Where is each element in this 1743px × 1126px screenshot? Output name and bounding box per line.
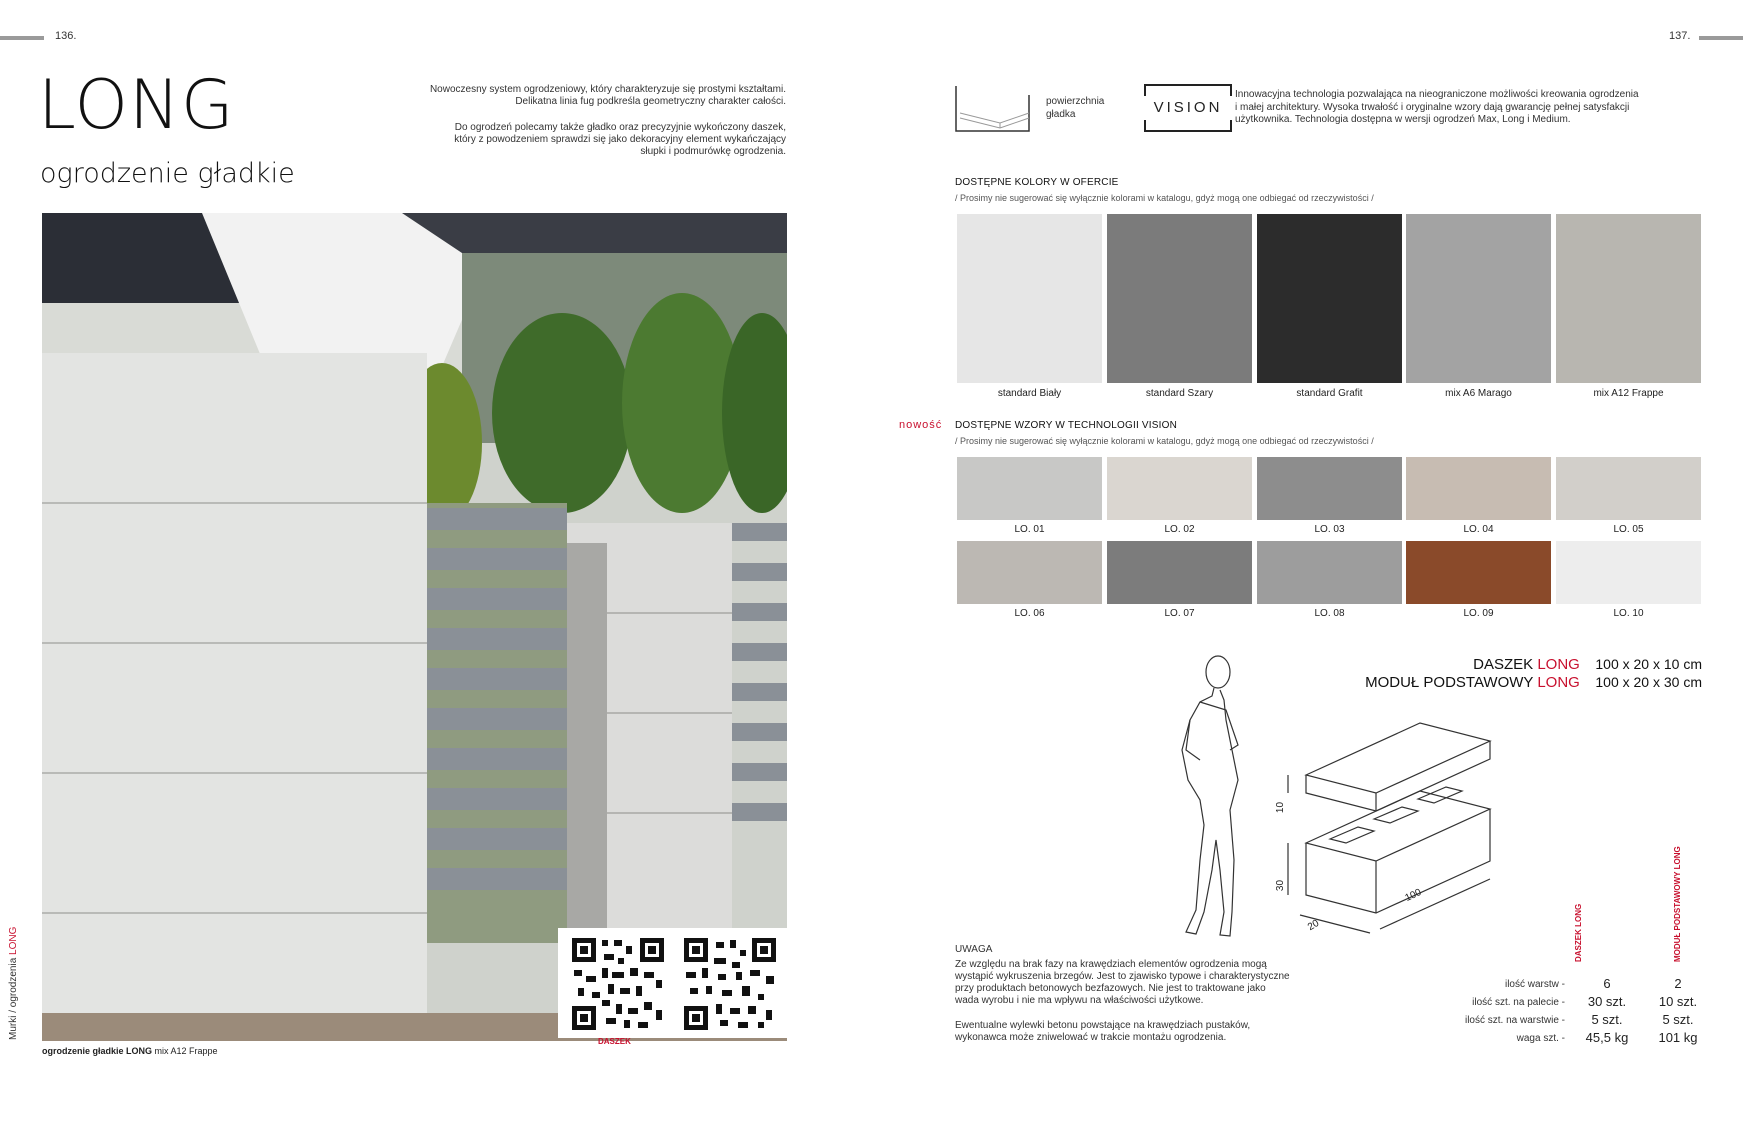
pattern-swatch-label: LO. 05 [1613,524,1644,535]
pattern-swatch [1406,457,1551,520]
product-dims-1: DASZEK LONG 100 x 20 x 10 cm [1473,656,1702,673]
pattern-swatch-label: LO. 01 [1014,524,1045,535]
color-swatch-label: mix A6 Marago [1445,388,1512,399]
table-cell-modul: 2 [1674,976,1682,991]
side-section-label: Murki / ogrodzenia LONG [8,926,19,1040]
vision-heading: DOSTĘPNE WZORY W TECHNOLOGII VISION [955,420,1178,431]
color-swatch-label: standard Grafit [1296,388,1363,399]
table-col2-header: MODUŁ PODSTAWOWY LONG [1673,846,1682,962]
table-cell-daszek: 45,5 kg [1585,1030,1629,1045]
table-cell-daszek: 30 szt. [1587,994,1627,1009]
dim-label-10: 10 [1275,801,1287,814]
pattern-swatch-label: LO. 02 [1164,524,1195,535]
surface-label: powierzchnia gładka [1046,96,1105,120]
table-row-label: waga szt. - [1516,1033,1565,1044]
color-swatch [1556,214,1701,383]
new-badge: nowość [899,419,943,431]
table-row-label: ilość szt. na palecie - [1472,997,1565,1008]
pattern-swatch [1257,457,1402,520]
pattern-swatch [1107,457,1252,520]
qr-label-daszek: DASZEK [598,1037,631,1046]
vision-logo: VISION [1144,84,1232,132]
pattern-swatch [1406,541,1551,604]
table-cell-modul: 101 kg [1658,1030,1698,1045]
pattern-swatch [957,457,1102,520]
colors-heading: DOSTĘPNE KOLORY W OFERCIE [955,177,1119,188]
qr-icon [558,928,678,1038]
color-swatch [1406,214,1551,383]
color-swatch-label: mix A12 Frappe [1593,388,1664,399]
page-subtitle: ogrodzenie gładkie [40,158,295,189]
dim-label-20: 20 [1305,917,1322,934]
table-cell-daszek: 6 [1603,976,1611,991]
page-title: LONG [38,66,235,145]
photo-caption: ogrodzenie gładkie LONG mix A12 Frappe [42,1046,218,1056]
table-col1-header: DASZEK LONG [1574,903,1583,962]
qr-code-modul[interactable] [676,928,787,1038]
pattern-swatch-label: LO. 10 [1613,608,1644,619]
pattern-swatch [1556,541,1701,604]
pattern-swatch-label: LO. 06 [1014,608,1045,619]
intro-paragraph-2: Do ogrodzeń polecamy także gładko oraz precyzyjnie wykończony daszek, który z powodzeniem sprawdzi się jako dekoracyjny element wykańczający słupki i podmurówkę ogrodzenia. [454,122,786,157]
pattern-swatch-label: LO. 08 [1314,608,1345,619]
color-swatch [1107,214,1252,383]
pattern-swatch [1556,457,1701,520]
smooth-surface-icon [955,85,1030,132]
color-swatch [1257,214,1402,383]
vision-description: Innowacyjna technologia pozwalająca na nieograniczone możliwości kreowania ogrodzenia i małej architektury. Wysoka trwałość i oryginalne wzory dają gwarancję pełnej satysfakcji użytkownika. Technologia dostępna w wersji ogrodzeń Max, Long i Medium. [1235,89,1639,125]
human-figure-illustration [1160,650,1250,950]
pattern-swatch [1107,541,1252,604]
table-row-label: ilość warstw - [1504,979,1565,990]
block-technical-drawing [1270,715,1510,945]
fence-photo [42,213,787,1041]
page-number-left: 136. [55,30,77,42]
pattern-swatch [1257,541,1402,604]
notice-paragraph-1: Ze względu na brak fazy na krawędziach elementów ogrodzenia mogą wystąpić wykruszenia brzegów. Jest to zjawisko typowe i charakterystyczne przy produktach betonowych bezfazowych. Nie jest to traktowane jako wada wyrobu i nie ma wpływu na właściwości użytkowe. [955,959,1290,1006]
page-rule-left [0,36,44,40]
pattern-swatch [957,541,1102,604]
qr-code-daszek[interactable] [558,928,678,1038]
qr-icon [676,928,787,1038]
table-row-label: ilość szt. na warstwie - [1464,1015,1565,1026]
color-swatch [957,214,1102,383]
table-cell-modul: 10 szt. [1658,994,1698,1009]
colors-note: / Prosimy nie sugerować się wyłącznie kolorami w katalogu, gdyż mogą one odbiegać od rzeczywistości / [955,193,1374,203]
vision-note: / Prosimy nie sugerować się wyłącznie kolorami w katalogu, gdyż mogą one odbiegać od rzeczywistości / [955,436,1374,446]
intro-paragraph-1: Nowoczesny system ogrodzeniowy, który charakteryzuje się prostymi kształtami. Delikatna linia fug podkreśla geometryczny charakter całości. [429,84,786,107]
color-swatch-label: standard Biały [997,388,1062,399]
table-cell-daszek: 5 szt. [1591,1012,1623,1027]
pattern-swatch-label: LO. 07 [1164,608,1195,619]
page-number-right: 137. [1669,30,1691,42]
color-swatch-label: standard Szary [1145,388,1214,399]
page-rule-right [1699,36,1743,40]
dim-label-30: 30 [1275,879,1287,892]
pattern-swatch-label: LO. 09 [1463,608,1494,619]
pattern-swatch-label: LO. 04 [1463,524,1494,535]
pattern-swatch-label: LO. 03 [1314,524,1345,535]
dim-label-100: 100 [1403,886,1424,905]
product-dims-2: MODUŁ PODSTAWOWY LONG 100 x 20 x 30 cm [1365,674,1702,691]
notice-title: UWAGA [955,944,993,955]
table-cell-modul: 5 szt. [1662,1012,1694,1027]
notice-paragraph-2: Ewentualne wylewki betonu powstające na krawędziach pustaków, wykonawca może zniwelować w trakcie montażu ogrodzenia. [955,1020,1251,1043]
